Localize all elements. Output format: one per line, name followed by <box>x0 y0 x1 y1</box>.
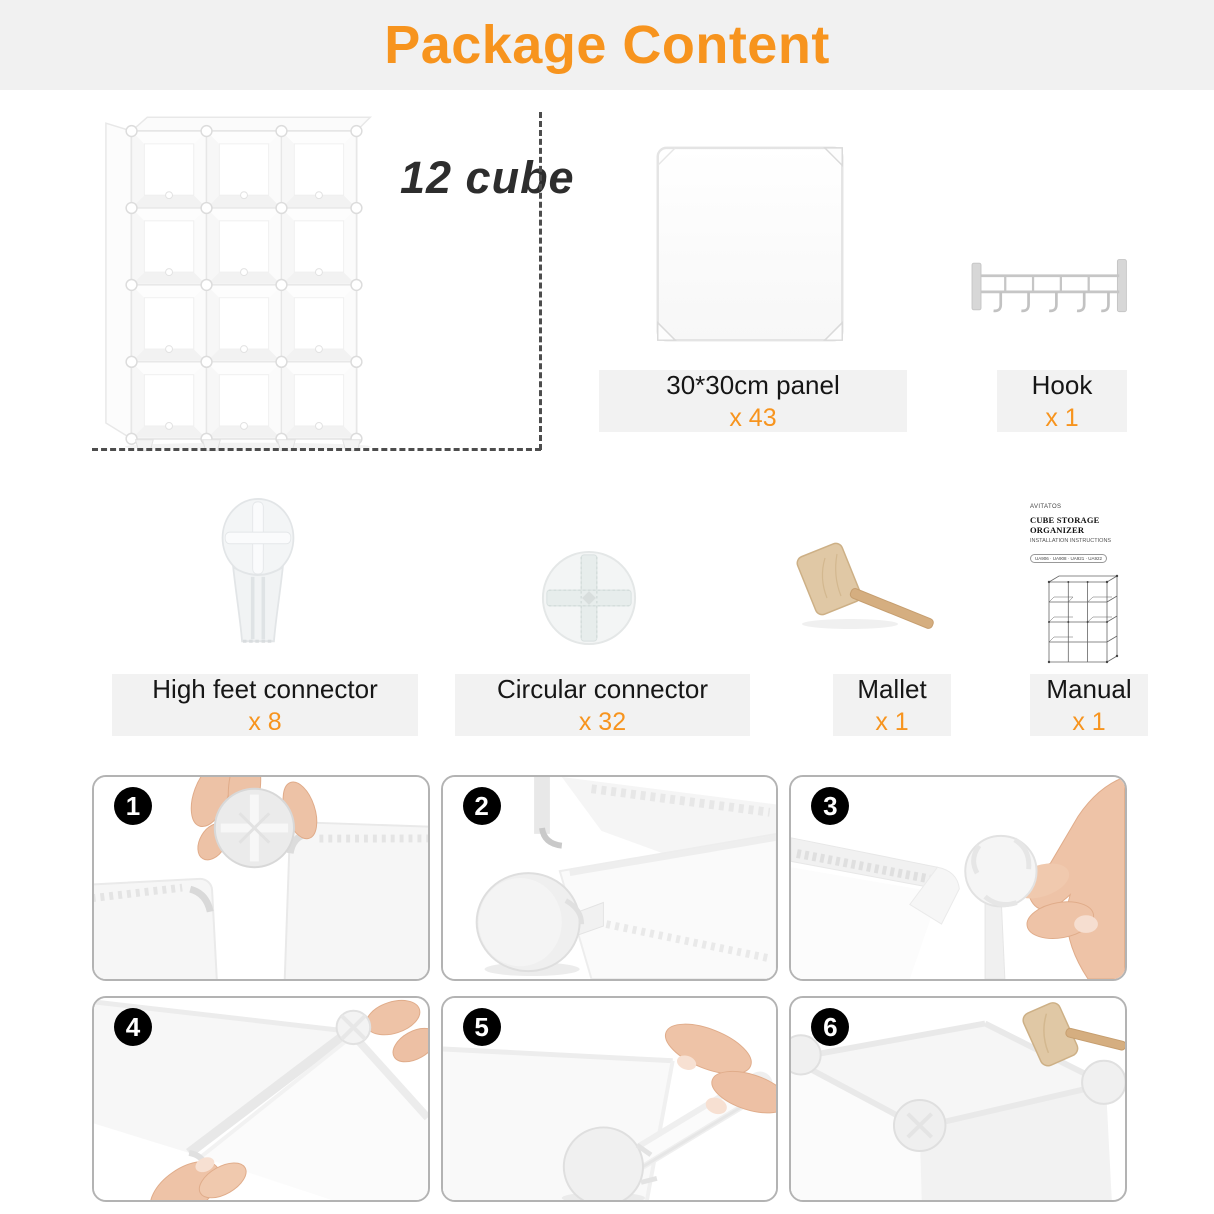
manual-subtitle-text: INSTALLATION INSTRUCTIONS <box>1030 538 1112 544</box>
assembly-step-6 <box>789 996 1127 1202</box>
high-feet-connector-count: x 8 <box>248 707 282 736</box>
circular-connector-count: x 32 <box>578 707 627 736</box>
assembly-step-1 <box>92 775 430 981</box>
hook-label-card <box>997 370 1127 432</box>
hook-name: Hook <box>1031 369 1093 400</box>
high-feet-connector-illustration <box>219 497 297 651</box>
step-6-number-badge: 6 <box>811 1008 849 1046</box>
manual-count: x 1 <box>1072 707 1106 736</box>
manual-label-card <box>1030 674 1148 736</box>
page-header <box>0 0 1214 90</box>
assembly-step-5 <box>441 996 779 1202</box>
dashed-boundary-vertical <box>539 112 542 450</box>
step-2-number-badge: 2 <box>463 787 501 825</box>
hook-illustration <box>962 256 1140 326</box>
dashed-boundary-horizontal <box>92 448 541 451</box>
manual-title-text: CUBE STORAGE ORGANIZER <box>1030 515 1100 535</box>
circular-connector-label-card <box>455 674 750 736</box>
step-4-number-badge: 4 <box>114 1008 152 1046</box>
high-feet-connector-label-card <box>112 674 418 736</box>
panel-illustration <box>652 144 848 346</box>
panel-name: 30*30cm panel <box>666 369 840 400</box>
manual-brand-text: AVITATOS <box>1030 504 1062 510</box>
manual-models-badge: UA906 · UA908 · UA921 · UA922 <box>1030 554 1107 563</box>
step-3-number-badge: 3 <box>811 787 849 825</box>
manual-illustration <box>1022 500 1144 670</box>
cube-shelf-illustration <box>100 106 388 452</box>
assembly-step-4 <box>92 996 430 1202</box>
hook-count: x 1 <box>1045 403 1079 432</box>
cube-count-label: 12 cube <box>400 152 575 203</box>
mallet-count: x 1 <box>875 707 909 736</box>
assembly-steps-grid <box>92 775 1127 1202</box>
mallet-illustration <box>795 540 945 630</box>
mallet-name: Mallet <box>857 673 927 704</box>
step-1-number-badge: 1 <box>114 787 152 825</box>
manual-name: Manual <box>1046 673 1132 704</box>
panel-label-card <box>599 370 907 432</box>
assembly-step-2 <box>441 775 779 981</box>
circular-connector-name: Circular connector <box>497 673 708 704</box>
assembly-step-3 <box>789 775 1127 981</box>
step-5-number-badge: 5 <box>463 1008 501 1046</box>
mallet-label-card <box>833 674 951 736</box>
high-feet-connector-name: High feet connector <box>152 673 378 704</box>
page-title: Package Content <box>384 15 830 75</box>
panel-count: x 43 <box>729 403 777 432</box>
circular-connector-illustration <box>539 547 639 649</box>
manual-shelf-wireframe <box>1041 570 1125 670</box>
